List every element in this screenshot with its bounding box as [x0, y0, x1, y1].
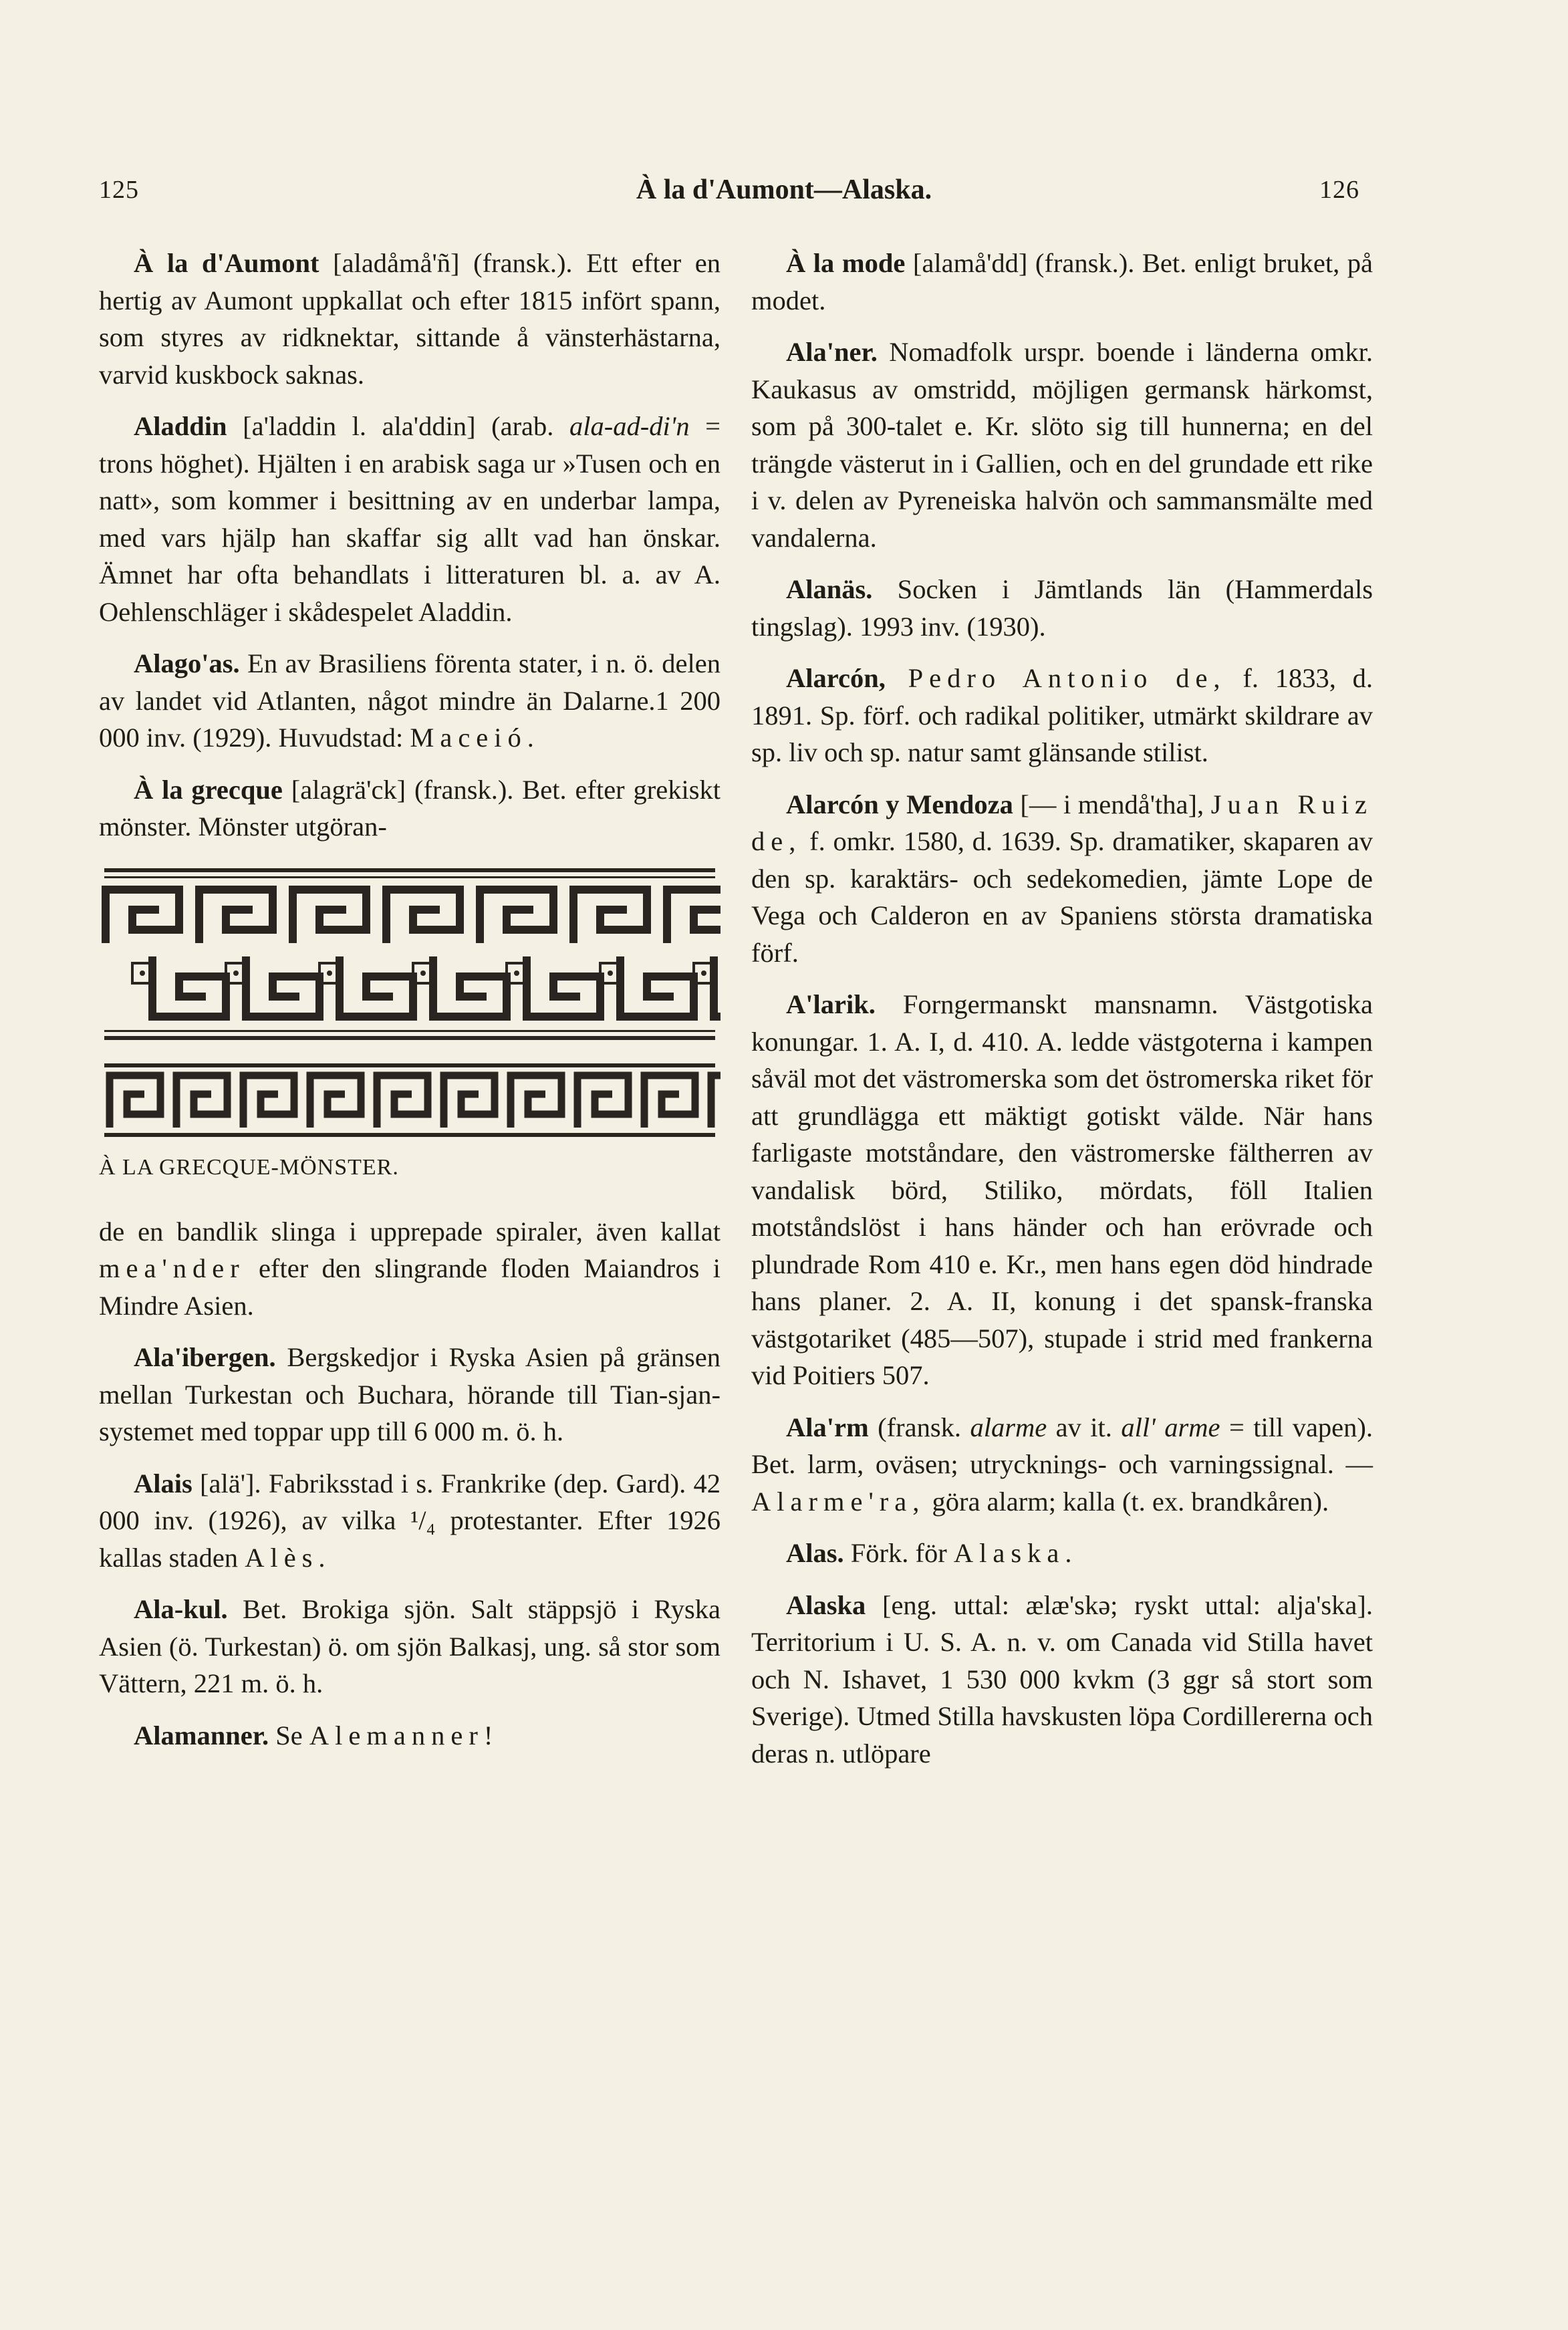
entry-text: f. 1833, d. 1891. Sp. förf. och radikal politiker, utmärkt skildrare av sp. liv och sp. natur samt glänsande stilist. [751, 663, 1373, 767]
entry-text: f. omkr. 1580, d. 1639. Sp. dramatiker, skaparen av den sp. karaktärs- och sedekomedien, jämte Lope de Vega och Calderon en av Spaniens största dramatiska förf. [751, 826, 1373, 968]
entry-headword: Ala'ner. [786, 337, 878, 367]
entry-spaced-name: Juan Ruiz de, [751, 789, 1373, 856]
entry-text: [alagrä'ck] (fransk.). Bet. efter grekiskt mönster. Mönster utgöran- [99, 774, 721, 842]
entry-a-la-grecque [99, 771, 721, 846]
entry-alais [99, 1465, 721, 1577]
entry-text: Socken i Jämtlands län (Hammerdals tingslag). 1993 inv. (1930). [751, 574, 1373, 642]
entry-headword: Aladdin [134, 411, 227, 441]
entry-spaced-name: Alemanner! [309, 1720, 499, 1751]
entry-headword: À la d'Aumont [134, 248, 319, 278]
entry-text: [alamå'dd] (fransk.). Bet. enligt bruket, på modet. [751, 248, 1373, 315]
entry-text: [a'laddin l. ala'ddin] (arab. [227, 411, 569, 441]
entry-text: [aladåmå'ñ] (fransk.). Ett efter en hertig av Aumont uppkallat och efter 1815 infört spann, som styres av ridknektar, sittande å vänsterhästarna, varvid kuskbock saknas. [99, 248, 721, 390]
entry-headword: Alarcón, [786, 663, 886, 693]
entry-text: Bet. Brokiga sjön. Salt stäppsjö i Ryska Asien (ö. Turkestan) ö. om sjön Balkasj, ung. så stor som Vättern, 221 m. ö. h. [99, 1594, 721, 1698]
entry-headword: Alas. [786, 1538, 844, 1568]
entry-alas [751, 1535, 1373, 1572]
entry-text: = till vapen). Bet. larm, oväsen; utrycknings- och varningssignal. — [751, 1412, 1374, 1479]
entry-text: Nomadfolk urspr. boende i länderna omkr. Kaukasus av omstridd, möjligen germansk härkomst, som på 300-talet e. Kr. slöto sig till hunnerna; en del trängde västerut in i Gallien, och en del grundade ett rike i v. delen av Pyreneiska halvön och sammansmälte med vandalerna. [751, 337, 1373, 553]
entry-text: [eng. uttal: ælæ'skə; ryskt uttal: alja'ska]. Territorium i U. S. A. n. v. om Canada vid Stilla havet och N. Ishavet, 1 530 000 kvkm (3 ggr så stort som Sverige). Utmed Stilla havskusten löpa Cordillererna och deras n. utlöpare [751, 1589, 1373, 1769]
page-number-left: 125 [99, 176, 139, 204]
entry-alarcon [751, 660, 1373, 771]
entry-headword: Alanäs. [786, 574, 873, 604]
page-number-right: 126 [1319, 176, 1359, 204]
entry-spaced-name: Pedro Antonio de, [885, 663, 1226, 693]
entry-alaska [751, 1587, 1373, 1773]
entry-spaced-name: mea'nder [99, 1253, 245, 1283]
entry-alarik [751, 986, 1373, 1394]
entry-text: (fransk. [868, 1412, 970, 1442]
entry-ala-kul [99, 1591, 721, 1702]
entry-headword: Ala-kul. [134, 1594, 228, 1624]
entry-spaced-name: Maceió. [410, 723, 540, 753]
greek-key-figure [99, 863, 721, 1182]
entry-alarm [751, 1409, 1373, 1521]
entry-text: efter den slingrande floden Maiandros i Mindre Asien. [99, 1253, 721, 1321]
entry-headword: A'larik. [786, 989, 876, 1019]
entry-alaner [751, 334, 1373, 556]
entry-a-la-daumont [99, 245, 721, 393]
entry-text: En av Brasiliens förenta stater, i n. ö. delen av landet vid Atlanten, något mindre än Dalarne.1 200 000 inv. (1929). Huvudstad: [99, 648, 721, 753]
entry-alanas [751, 571, 1373, 645]
entry-alarcon-y-mendoza [751, 786, 1373, 972]
right-column [751, 245, 1373, 1787]
entry-headword: À la grecque [134, 774, 283, 805]
entry-headword: Alais [134, 1468, 192, 1499]
entry-text: Se [269, 1720, 309, 1751]
entry-aladdin [99, 408, 721, 630]
entry-headword: Alarcón y Mendoza [786, 789, 1013, 819]
running-title: À la d'Aumont—Alaska. [636, 174, 932, 205]
entry-etymology: alarme [970, 1412, 1047, 1442]
entry-text: Förk. för [843, 1538, 954, 1568]
entry-text: göra alarm; kalla (t. ex. brandkåren). [925, 1486, 1329, 1517]
entry-text: [alä']. Fabriksstad i s. Frankrike (dep. Gard). 42 000 inv. (1926), av vilka ¹/₄ protestanter. Efter 1926 kallas staden [99, 1468, 721, 1573]
entry-headword: Alaska [786, 1589, 866, 1620]
entry-continuation [99, 1213, 721, 1325]
entry-headword: Ala'ibergen. [134, 1342, 276, 1372]
entry-text: = trons höghet). Hjälten i en arabisk saga ur »Tusen och en natt», som kommer i besittning av en underbar lampa, med vars hjälp han skaffar sig allt vad han önskar. Ämnet har ofta behandlats i litteraturen bl. a. av A. Oehlenschläger i skådespelet Aladdin. [99, 411, 721, 627]
entry-spaced-name: Alarme'ra, [751, 1486, 926, 1517]
entry-text: av it. [1047, 1412, 1122, 1442]
entry-headword: Alamanner. [134, 1720, 269, 1751]
entry-text: Forngermanskt mansnamn. Västgotiska konungar. 1. A. I, d. 410. A. ledde västgoterna i kampen såväl mot det västromerska som det östromerska riket för att grundlägga ett mäktigt gotiskt välde. När hans farligaste motståndare, den västromerske fältherren av vandalisk börd, Stiliko, mördats, föll Italien motståndslöst i hans händer och han erövrade och plundrade Rom 410 e. Kr., men hans egen död hindrade hans planer. 2. A. II, konung i det spansk-franska västgotariket (485—507), stupade i strid med frankerna vid Poitiers 507. [751, 989, 1373, 1390]
figure-caption: À LA GRECQUE-MÖNSTER. [99, 1154, 399, 1180]
entry-spaced-name: Alès. [245, 1542, 332, 1573]
entry-alaibergen [99, 1339, 721, 1450]
entry-etymology: all' arme [1121, 1412, 1220, 1442]
entry-a-la-mode [751, 245, 1373, 319]
entry-spaced-name: Alaska. [953, 1538, 1078, 1568]
greek-key-pattern-image [99, 863, 721, 1144]
entry-etymology: ala-ad-di'n [569, 411, 690, 441]
entry-headword: À la mode [786, 248, 906, 278]
entry-alagoas [99, 645, 721, 757]
left-column [99, 245, 721, 1769]
entry-text: Bergskedjor i Ryska Asien på gränsen mellan Turkestan och Buchara, hörande till Tian-sjan-systemet med toppar upp till 6 000 m. ö. h. [99, 1342, 721, 1446]
entry-alamanner [99, 1717, 721, 1755]
entry-text: [— i mendå'tha], [1013, 789, 1211, 819]
entry-headword: Alago'as. [134, 648, 240, 678]
entry-text: de en bandlik slinga i upprepade spiraler, även kallat [99, 1216, 721, 1247]
entry-headword: Ala'rm [786, 1412, 869, 1442]
